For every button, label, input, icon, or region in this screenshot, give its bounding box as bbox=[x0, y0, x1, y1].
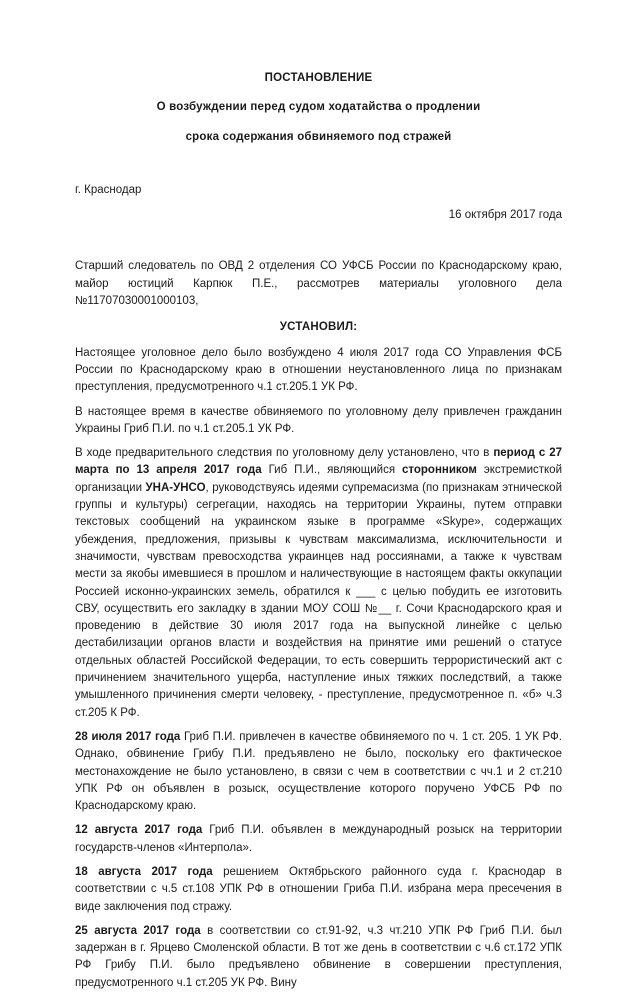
emphasis-text: 18 августа 2017 года bbox=[75, 865, 213, 878]
body-text: Старший следователь по ОВД 2 отделения СО УФСБ России по Краснодарскому краю, майор юстиций Карпюк П.Е., рассмотрев материалы уголовного дела №11707030001000103, bbox=[75, 260, 562, 308]
paragraph bbox=[75, 923, 562, 992]
document-title-block bbox=[75, 70, 562, 146]
body-text: Гриб П.И. объявлен в международный розыск на территории государств-членов «Интерпола». bbox=[75, 824, 562, 854]
paragraph bbox=[75, 729, 562, 815]
document-subtitle-line-1: О возбуждении перед судом ходатайства о продлении bbox=[156, 101, 481, 114]
body-text: Гриб П.И. привлечен в качестве обвиняемого по ч. 1 ст. 205. 1 УК РФ. Однако, обвинение Грибу П.И. предъявлено не было, поскольку его фактическое местонахождение не было установлено, в связи с чем в соответствии с чч.1 и 2 ст.210 УПК РФ он объявлен в розыск, осуществление которого поручено УФСБ РФ по Краснодарскому краю. bbox=[75, 730, 562, 813]
emphasis-text: сторонником bbox=[402, 464, 477, 477]
emphasis-text: период с 27 марта по 13 апреля 2017 года bbox=[75, 447, 563, 477]
paragraph bbox=[75, 345, 562, 397]
paragraph bbox=[75, 822, 562, 857]
body-text: Настоящее уголовное дело было возбуждено 4 июля 2017 года СО Управления ФСБ России по Краснодарскому краю в отношении неустановленного лица по признакам преступления, предусмотренного ч.1 ст.205.1 УК РФ. bbox=[75, 346, 562, 394]
body-text: Гиб П.И., являющийся bbox=[261, 464, 402, 477]
intro-paragraph bbox=[75, 258, 562, 310]
body-text: В настоящее время в качестве обвиняемого по уголовному делу привлечен гражданин Украины Гриб П.И. по ч.1 ст.205.1 УК РФ. bbox=[75, 405, 562, 435]
emphasis-text: УНА-УНСО bbox=[145, 481, 206, 494]
emphasis-text: 28 июля 2017 года bbox=[75, 730, 181, 743]
document-body bbox=[75, 345, 562, 992]
paragraph bbox=[75, 404, 562, 439]
body-text: решением Октябрьского районного суда г. Краснодар в соответствии с ч.5 ст.108 УПК РФ в отношении Гриба П.И. избрана мера пресечения в виде заключения под стражу. bbox=[75, 865, 562, 913]
body-text: экстремисткой организации bbox=[75, 464, 562, 494]
resolution-heading: УСТАНОВИЛ: bbox=[279, 321, 358, 334]
paragraph bbox=[75, 445, 562, 722]
document-subtitle-line-2: срока содержания обвиняемого под стражей bbox=[185, 130, 452, 143]
body-text: В ходе предварительного следствия по уголовному делу установлено, что в bbox=[75, 447, 494, 460]
document-date: 16 октября 2017 года bbox=[448, 209, 562, 222]
emphasis-text: 25 августа 2017 года bbox=[75, 924, 201, 937]
paragraph bbox=[75, 864, 562, 916]
body-text: , руководствуясь идеями супремасизма (по признакам этнической группы и культуры) сегрегации, находясь на территории Украины, путем отправки текстовых сообщений на украинском языке в программе «Skype», содержащих убеждения, предложения, призывы к чувствам максимализма, исключительности и значимости, чувствам превосходства украинцев над россиянами, а также к чувствам мести за якобы имевшиеся в прошлом и наличествующие в настоящем факты оккупации Россией исконно-украинских земель, обратился к ___ с целью побудить ее изготовить СВУ, осуществить его закладку в здании МОУ СОШ №__ г. Сочи Краснодарского края и проведению в действие 30 июля 2017 года на выпускной линейке с целью дестабилизации органов власти и воздействия на принятие ими решений о статусе отдельных областей Российской Федерации, то есть совершить террористический акт с причинением значительного ущерба, наступление иных тяжких последствий, а также умышленного причинения смерти человеку, - преступление, предусмотренное п. «б» ч.3 ст.205 К РФ. bbox=[75, 481, 563, 719]
document-city: г. Краснодар bbox=[75, 183, 142, 196]
document-title: ПОСТАНОВЛЕНИЕ bbox=[264, 72, 373, 84]
body-text: в соответствии со ст.91-92, ч.3 чт.210 УПК РФ Гриб П.И. был задержан в г. Ярцево Смоленской области. В тот же день в соответствии с ч.6 ст.172 УПК РФ Грибу П.И. было предъявлено обвинение в совершении преступления, предусмотренного ч.1 ст.205 УК РФ. Вину bbox=[75, 924, 562, 989]
emphasis-text: 12 августа 2017 года bbox=[75, 824, 203, 837]
